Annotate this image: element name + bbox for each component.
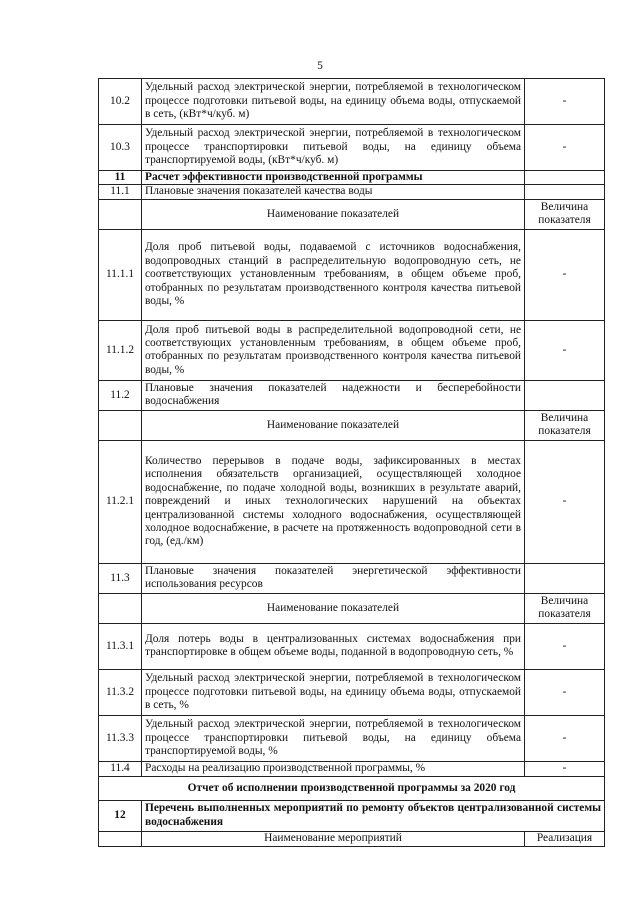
report-row	[99, 776, 605, 800]
subsection-title: Плановые значения показателей качества воды	[142, 185, 525, 199]
empty-cell	[525, 185, 605, 199]
column-header-name: Наименование показателей	[142, 410, 525, 440]
row-number: 11.1	[99, 185, 142, 199]
row-number: 10.3	[99, 125, 142, 171]
table-row	[99, 380, 605, 410]
row-number: 11.1.2	[99, 320, 142, 380]
table-row	[99, 669, 605, 715]
empty-cell	[99, 199, 142, 229]
header-row	[99, 831, 605, 846]
table-row	[99, 79, 605, 125]
column-header-value: Величина показателя	[525, 410, 605, 440]
indicator-name: Доля проб питьевой воды, подаваемой с источников водоснабжения, водопроводных станций в распределительную водопроводную сеть, не соответствующих установленным требованиям, в общем объеме проб, отобранных по результатам производственного контроля качества питьевой воды, %	[142, 229, 525, 320]
table-row	[99, 320, 605, 380]
row-number: 11.2.1	[99, 440, 142, 563]
empty-cell	[525, 563, 605, 593]
empty-cell	[525, 380, 605, 410]
indicator-value: -	[525, 79, 605, 125]
empty-cell	[99, 410, 142, 440]
column-header-value: Величина показателя	[525, 199, 605, 229]
subsection-title: Плановые значения показателей надежности и бесперебойности водоснабжения	[142, 380, 525, 410]
indicator-name: Доля потерь воды в централизованных системах водоснабжения при транспортировке в общем объеме воды, поданной в водопроводную сеть, %	[142, 623, 525, 669]
table-row	[99, 761, 605, 776]
row-number: 10.2	[99, 79, 142, 125]
production-program-table	[98, 78, 605, 847]
indicator-name: Удельный расход электрической энергии, потребляемой в технологическом процессе подготовки питьевой воды, на единицу объема воды, отпускаемой в сеть, %	[142, 669, 525, 715]
section-title: Расчет эффективности производственной программы	[142, 171, 525, 185]
column-header-name: Наименование показателей	[142, 199, 525, 229]
indicator-name: Доля проб питьевой воды в распределительной водопроводной сети, не соответствующих установленным требованиям, в общем объеме проб, отобранных по результатам производственного контроля качества питьевой воды, %	[142, 320, 525, 380]
column-header-value: Величина показателя	[525, 593, 605, 623]
indicator-value: -	[525, 440, 605, 563]
indicator-value: -	[525, 761, 605, 776]
row-number: 11.3.1	[99, 623, 142, 669]
row-number: 11.1.1	[99, 229, 142, 320]
indicator-value: -	[525, 320, 605, 380]
indicator-value: -	[525, 229, 605, 320]
subsection-title: Плановые значения показателей энергетической эффективности использования ресурсов	[142, 563, 525, 593]
indicator-value: -	[525, 623, 605, 669]
table-row	[99, 440, 605, 563]
header-row	[99, 199, 605, 229]
indicator-name: Удельный расход электрической энергии, потребляемой в технологическом процессе подготовки питьевой воды, на единицу объема воды, отпускаемой в сеть, (кВт*ч/куб. м)	[142, 79, 525, 125]
empty-cell	[99, 831, 142, 846]
indicator-value: -	[525, 125, 605, 171]
section-row	[99, 171, 605, 185]
indicator-name: Расходы на реализацию производственной программы, %	[142, 761, 525, 776]
table-row	[99, 185, 605, 199]
row-number: 11.3.3	[99, 715, 142, 761]
indicator-value: -	[525, 715, 605, 761]
table-row	[99, 229, 605, 320]
header-row	[99, 410, 605, 440]
table-row	[99, 715, 605, 761]
indicator-name: Удельный расход электрической энергии, потребляемой в технологическом процессе транспортировки питьевой воды, на единицу объема транспортируемой воды, %	[142, 715, 525, 761]
table-row	[99, 563, 605, 593]
section-number: 11	[99, 171, 142, 185]
column-header-name: Наименование мероприятий	[142, 831, 525, 846]
row-number: 11.4	[99, 761, 142, 776]
column-header-value: Реализация	[525, 831, 605, 846]
page-number: 5	[317, 60, 323, 72]
column-header-name: Наименование показателей	[142, 593, 525, 623]
section-title: Перечень выполненных мероприятий по ремонту объектов централизованной системы водоснабжения	[142, 800, 605, 831]
row-number: 11.2	[99, 380, 142, 410]
report-title: Отчет об исполнении производственной программы за 2020 год	[99, 776, 605, 800]
section-number: 12	[99, 800, 142, 831]
table-row	[99, 125, 605, 171]
header-row	[99, 593, 605, 623]
indicator-value: -	[525, 669, 605, 715]
empty-cell	[525, 171, 605, 185]
section-row	[99, 800, 605, 831]
indicator-name: Удельный расход электрической энергии, потребляемой в технологическом процессе транспортировки питьевой воды, на единицу объема транспортируемой воды, (кВт*ч/куб. м)	[142, 125, 525, 171]
row-number: 11.3.2	[99, 669, 142, 715]
indicator-name: Количество перерывов в подаче воды, зафиксированных в местах исполнения обязательств организацией, осуществляющей холодное водоснабжение, по подаче холодной воды, возникших в результате аварий, повреждений и иных технологических нарушений на объектах централизованной системы холодного водоснабжения, осуществляющей холодное водоснабжение, в расчете на протяженность водопроводной сети в год, (ед./км)	[142, 440, 525, 563]
table-row	[99, 623, 605, 669]
empty-cell	[99, 593, 142, 623]
row-number: 11.3	[99, 563, 142, 593]
